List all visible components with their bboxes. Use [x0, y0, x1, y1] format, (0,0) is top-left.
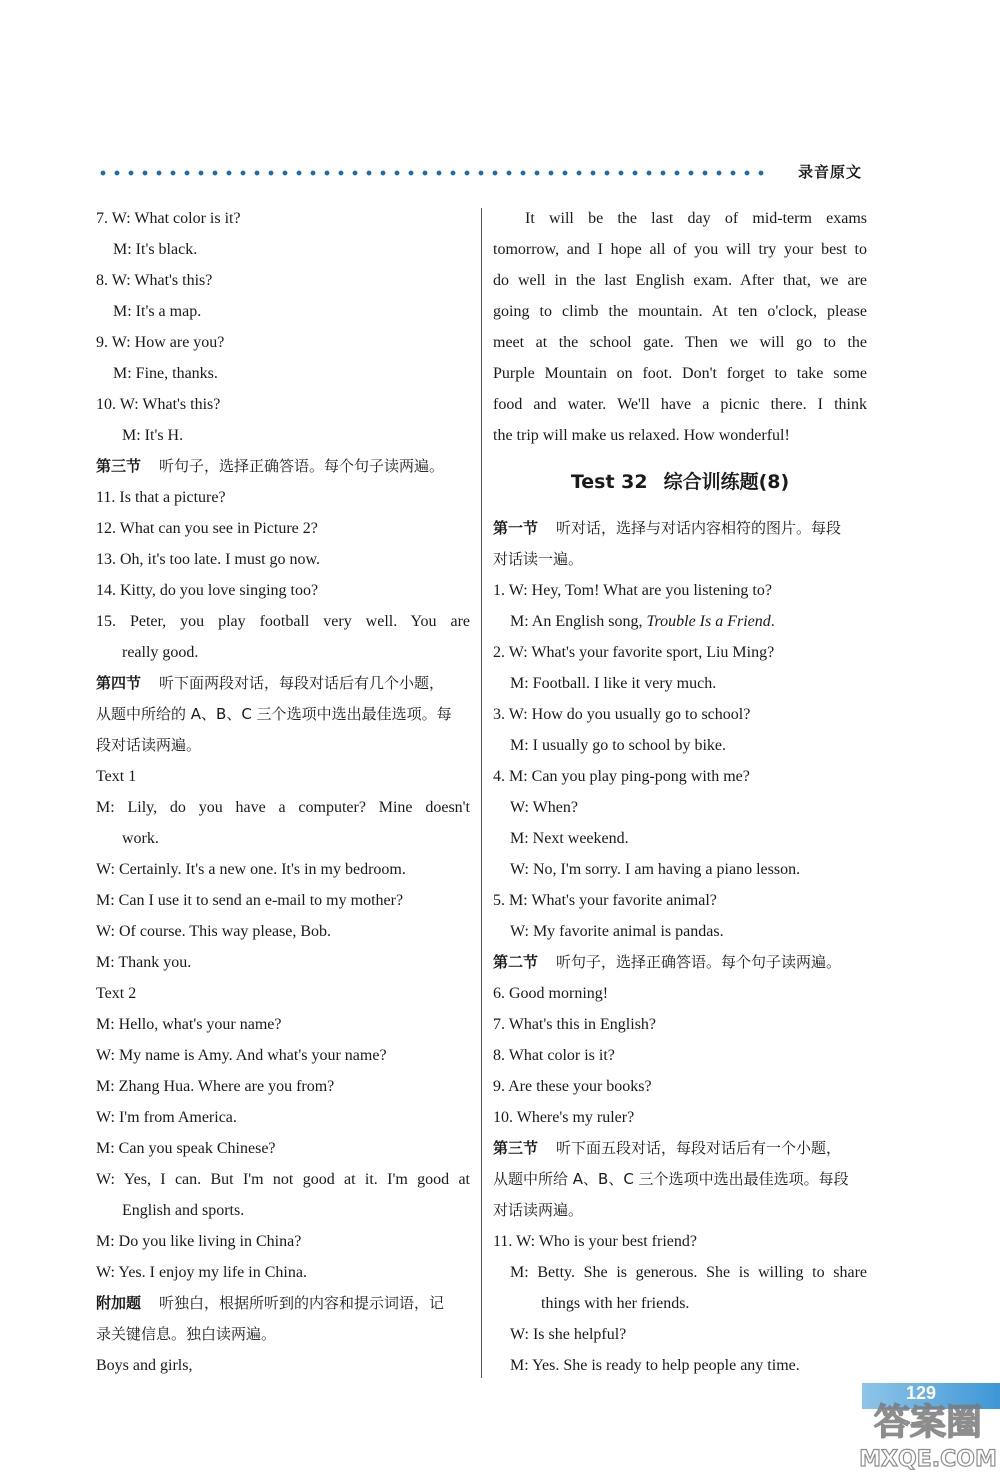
transcript-text: things with her friends. — [541, 1295, 690, 1312]
right_column_bottom-line — [493, 823, 867, 854]
transcript-text: W: Of course. This way please, Bob. — [96, 923, 332, 940]
left_column-line — [96, 1195, 470, 1226]
right_column_bottom-line — [493, 1040, 867, 1071]
section-label: 第三节 — [493, 1139, 539, 1157]
left_column-line — [96, 575, 470, 606]
instruction-text: 段对话读两遍。 — [96, 736, 202, 754]
page-header-title: 录音原文 — [798, 163, 863, 181]
left_column-line — [96, 1040, 470, 1071]
right_column_bottom-line — [493, 637, 867, 668]
right_column_bottom-line — [493, 1350, 867, 1381]
section-label: 第四节 — [96, 674, 142, 692]
transcript-text: M: Can you speak Chinese? — [96, 1140, 276, 1157]
transcript-text: 3. W: How do you usually go to school? — [493, 706, 751, 723]
transcript-text: 6. Good morning! — [493, 985, 609, 1002]
right_column_bottom-line — [493, 1288, 867, 1319]
transcript-text: Text 1 — [96, 768, 137, 785]
right_column_top-line — [493, 296, 867, 327]
left_column-line — [96, 1288, 470, 1319]
transcript-text: 13. Oh, it's too late. I must go now. — [96, 551, 321, 568]
transcript-text: 2. W: What's your favorite sport, Liu Ming? — [493, 644, 775, 661]
right_column_bottom-line — [493, 513, 867, 544]
transcript-text: 4. M: Can you play ping-pong with me? — [493, 768, 750, 785]
punctuation: . — [770, 613, 775, 630]
left_column-line — [96, 606, 470, 637]
left_column-line — [96, 885, 470, 916]
transcript-text: meet at the school gate. Then we will go to the — [493, 334, 867, 351]
left_column-line — [96, 420, 470, 451]
left_column-line — [96, 1257, 470, 1288]
instruction-text: 从题中所给的 A、B、C 三个选项中选出最佳选项。每 — [96, 705, 452, 723]
right_column_bottom-line — [493, 1071, 867, 1102]
transcript-text: It will be the last day of mid-term exams — [525, 210, 867, 227]
transcript-text: food and water. We'll have a picnic there. I think — [493, 396, 867, 413]
right_column_bottom-line — [493, 1226, 867, 1257]
transcript-text: Boys and girls, — [96, 1357, 193, 1374]
transcript-text: M: Fine, thanks. — [113, 365, 218, 382]
left_column-line — [96, 544, 470, 575]
transcript-text: really good. — [122, 644, 199, 661]
left_column-line — [96, 358, 470, 389]
monologue-passage — [493, 203, 867, 451]
watermark-text: 答案圈 — [873, 1402, 983, 1443]
transcript-text: M: An English song, — [510, 613, 647, 630]
transcript-text: tomorrow, and I hope all of you will try your best to — [493, 241, 867, 258]
instruction-text: 对话读两遍。 — [493, 1201, 584, 1219]
transcript-text: M: Betty. She is generous. She is willing to share — [510, 1264, 867, 1281]
instruction-text: 录关键信息。独白读两遍。 — [96, 1325, 277, 1343]
transcript-text: 10. W: What's this? — [96, 396, 221, 413]
transcript-text: W: Yes. I enjoy my life in China. — [96, 1264, 307, 1281]
left_column-line — [96, 513, 470, 544]
right_column_bottom-line — [493, 761, 867, 792]
right_column_bottom-line — [493, 916, 867, 947]
transcript-text: M: Zhang Hua. Where are you from? — [96, 1078, 335, 1095]
test-name: 综合训练题(8) — [663, 471, 790, 493]
right_column_top-line — [493, 389, 867, 420]
transcript-text: 11. Is that a picture? — [96, 489, 226, 506]
transcript-text: W: I'm from America. — [96, 1109, 237, 1126]
transcript-text: 10. Where's my ruler? — [493, 1109, 635, 1126]
transcript-text: M: It's a map. — [113, 303, 202, 320]
right_column_top-line — [493, 327, 867, 358]
right-column — [493, 203, 867, 1381]
transcript-text: Purple Mountain on foot. Don't forget to take some — [493, 365, 867, 382]
transcript-text: 12. What can you see in Picture 2? — [96, 520, 318, 537]
transcript-text: M: Hello, what's your name? — [96, 1016, 282, 1033]
right_column_top-line — [493, 234, 867, 265]
left_column-line — [96, 730, 470, 761]
transcript-text: W: Yes, I can. But I'm not good at it. I'm good at — [96, 1171, 470, 1188]
transcript-text: 7. W: What color is it? — [96, 210, 241, 227]
left_column-line — [96, 1226, 470, 1257]
watermark-url: MXQE.COM — [859, 1447, 997, 1472]
left_column-line — [96, 1350, 470, 1381]
transcript-text: do well in the last English exam. After that, we are — [493, 272, 867, 289]
transcript-text: M: I usually go to school by bike. — [510, 737, 726, 754]
transcript-text: Text 2 — [96, 985, 137, 1002]
transcript-text: W: No, I'm sorry. I am having a piano lesson. — [510, 861, 801, 878]
test-title — [493, 451, 867, 513]
instruction-text: 听下面两段对话，每段对话后有几个小题， — [159, 674, 445, 692]
right_column_bottom-line — [493, 606, 867, 637]
left_column-line — [96, 1071, 470, 1102]
left_column-line — [96, 1133, 470, 1164]
right_column_bottom-line — [493, 885, 867, 916]
right_column_bottom-line — [493, 544, 867, 575]
right_column_bottom-line — [493, 1257, 867, 1288]
transcript-text: M: Can I use it to send an e-mail to my mother? — [96, 892, 404, 909]
left_column-line — [96, 1009, 470, 1040]
instruction-text: 听句子，选择正确答语。每个句子读两遍。 — [556, 953, 842, 971]
instruction-text: 听句子，选择正确答语。每个句子读两遍。 — [159, 457, 445, 475]
test-32-content — [493, 513, 867, 1381]
section-label: 第一节 — [493, 519, 539, 537]
section-label: 附加题 — [96, 1294, 142, 1312]
left_column-line — [96, 234, 470, 265]
left-column — [96, 203, 470, 1381]
transcript-text: M: Thank you. — [96, 954, 192, 971]
transcript-text: M: Next weekend. — [510, 830, 629, 847]
left_column-line — [96, 947, 470, 978]
right_column_bottom-line — [493, 699, 867, 730]
right_column_bottom-line — [493, 978, 867, 1009]
right_column_bottom-line — [493, 792, 867, 823]
instruction-text: 从题中所给 A、B、C 三个选项中选出最佳选项。每段 — [493, 1170, 849, 1188]
transcript-text: W: When? — [510, 799, 578, 816]
right_column_bottom-line — [493, 1009, 867, 1040]
right_column_bottom-line — [493, 730, 867, 761]
transcript-text: 15. Peter, you play football very well. You are — [96, 613, 470, 630]
left_column-line — [96, 668, 470, 699]
left_column-line — [96, 978, 470, 1009]
right_column_top-line — [493, 358, 867, 389]
site-watermark-logo — [858, 1390, 998, 1472]
left_column-line — [96, 389, 470, 420]
transcript-text: 7. What's this in English? — [493, 1016, 657, 1033]
left_column-line — [96, 1319, 470, 1350]
page-number: 129 — [906, 1383, 937, 1403]
instruction-text: 听独白，根据所听到的内容和提示词语，记 — [159, 1294, 445, 1312]
left_column-line — [96, 1102, 470, 1133]
left_column-line — [96, 451, 470, 482]
section-label: 第三节 — [96, 457, 142, 475]
left_column-line — [96, 699, 470, 730]
right_column_top-line — [493, 203, 867, 234]
right_column_bottom-line — [493, 1133, 867, 1164]
transcript-text: W: My name is Amy. And what's your name? — [96, 1047, 387, 1064]
left_column-line — [96, 296, 470, 327]
transcript-text: 1. W: Hey, Tom! What are you listening to? — [493, 582, 772, 599]
transcript-text: 5. M: What's your favorite animal? — [493, 892, 717, 909]
transcript-text: 9. W: How are you? — [96, 334, 225, 351]
left_column-line — [96, 854, 470, 885]
right_column_top-line — [493, 265, 867, 296]
transcript-text: English and sports. — [122, 1202, 245, 1219]
left_column-line — [96, 792, 470, 823]
right_column_bottom-line — [493, 1319, 867, 1350]
left_column-line — [96, 327, 470, 358]
right_column_bottom-line — [493, 1195, 867, 1226]
transcript-text: M: Football. I like it very much. — [510, 675, 717, 692]
transcript-text: M: Lily, do you have a computer? Mine doesn't — [96, 799, 470, 816]
right_column_bottom-line — [493, 1102, 867, 1133]
test-number: Test 32 — [570, 471, 648, 493]
left_column-line — [96, 823, 470, 854]
instruction-text: 听对话，选择与对话内容相符的图片。每段 — [556, 519, 842, 537]
instruction-text: 听下面五段对话，每段对话后有一个小题， — [556, 1139, 842, 1157]
section-label: 第二节 — [493, 953, 539, 971]
right_column_bottom-line — [493, 1164, 867, 1195]
header-dotted-rule — [96, 166, 768, 180]
right_column_bottom-line — [493, 854, 867, 885]
transcript-text: 11. W: Who is your best friend? — [493, 1233, 697, 1250]
transcript-text: 8. What color is it? — [493, 1047, 615, 1064]
column-divider — [481, 208, 482, 1378]
transcript-text: 9. Are these your books? — [493, 1078, 652, 1095]
transcript-text: 8. W: What's this? — [96, 272, 213, 289]
transcript-text: going to climb the mountain. At ten o'clock, please — [493, 303, 867, 320]
instruction-text: 对话读一遍。 — [493, 550, 584, 568]
left_column-line — [96, 265, 470, 296]
right_column_top-line — [493, 420, 867, 451]
transcript-text: M: It's H. — [122, 427, 184, 444]
right_column_bottom-line — [493, 947, 867, 978]
left_column-line — [96, 761, 470, 792]
left_column-line — [96, 1164, 470, 1195]
right_column_bottom-line — [493, 575, 867, 606]
transcript-text: M: It's black. — [113, 241, 198, 258]
transcript-text: work. — [122, 830, 159, 847]
transcript-text: M: Yes. She is ready to help people any time. — [510, 1357, 800, 1374]
right_column_bottom-line — [493, 668, 867, 699]
transcript-text: the trip will make us relaxed. How wonderful! — [493, 427, 790, 444]
left_column-line — [96, 203, 470, 234]
transcript-text: W: Is she helpful? — [510, 1326, 627, 1343]
left_column-line — [96, 916, 470, 947]
left_column-line — [96, 637, 470, 668]
transcript-text: W: Certainly. It's a new one. It's in my bedroom. — [96, 861, 406, 878]
left_column-line — [96, 482, 470, 513]
transcript-text: M: Do you like living in China? — [96, 1233, 302, 1250]
transcript-text: W: My favorite animal is pandas. — [510, 923, 724, 940]
song-title: Trouble Is a Friend — [646, 613, 771, 630]
transcript-text: 14. Kitty, do you love singing too? — [96, 582, 319, 599]
